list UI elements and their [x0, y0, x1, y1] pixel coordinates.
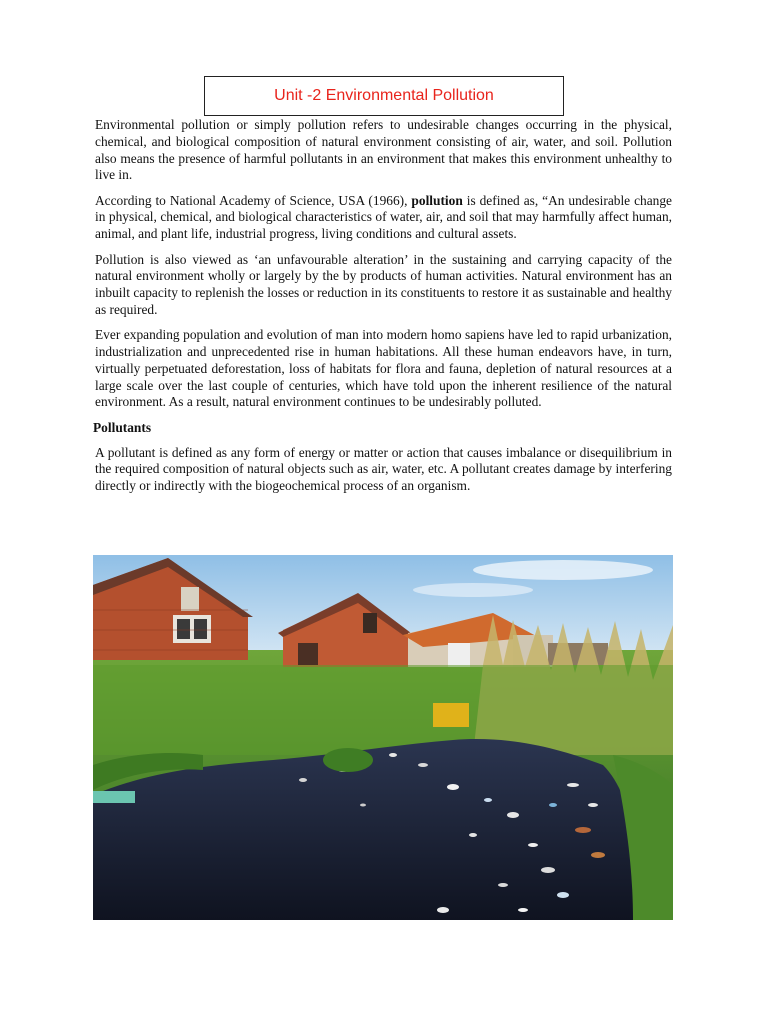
paragraph-pollutant-definition: A pollutant is defined as any form of energy or matter or action that causes imbalance or disequilibrium in the required composition of natural objects such as air, water, etc. A pollutant creates damage by interfering directly or indirectly with the biogeochemical process of an organism.	[95, 444, 672, 494]
section-heading-pollutants: Pollutants	[93, 419, 152, 435]
document-body	[95, 117, 672, 503]
paragraph-unfavourable-alteration: Pollution is also viewed as ‘an unfavourable alteration’ in the sustaining and carrying capacity of the natural environment wholly or largely by the by products of human activities. Natural environment has an inbuilt capacity to replenish the losses or reduction in its constituents to restore it as sustainable and healthy as required.	[95, 251, 672, 317]
paragraph-nas-rest: is defined as, “An undesirable change in physical, chemical, and biological characteristics of water, air, and soil that may harmfully affect human, animal, and plant life, industrial progress, living conditions and cultural assets.	[95, 192, 672, 242]
paragraph-population: Ever expanding population and evolution of man into modern homo sapiens have led to rapid urbanization, industrialization and unprecedented rise in human habitations. All these human endeavors have, in turn, virtually perpetuated deforestation, loss of habitats for flora and fauna, depletion of natural resources at a large scale over the last couple of centuries, which have told upon the inherent resilience of the natural environment. As a result, natural environment continues to be undesirably polluted.	[95, 327, 672, 410]
polluted-pond-photo	[93, 555, 673, 920]
paragraph-nas-lead: According to National Academy of Science, USA (1966),	[95, 192, 412, 208]
title-box	[204, 76, 564, 116]
pollution-term: pollution	[411, 192, 463, 208]
page-title: Unit -2 Environmental Pollution	[274, 87, 494, 104]
paragraph-definition: Environmental pollution or simply pollution refers to undesirable changes occurring in the physical, chemical, and biological composition of natural environment consisting of air, water, and soil. Pollution also means the presence of harmful pollutants in an environment that makes this environment unhealthy to live in.	[95, 117, 672, 183]
paragraph-nas-definition	[95, 193, 672, 243]
